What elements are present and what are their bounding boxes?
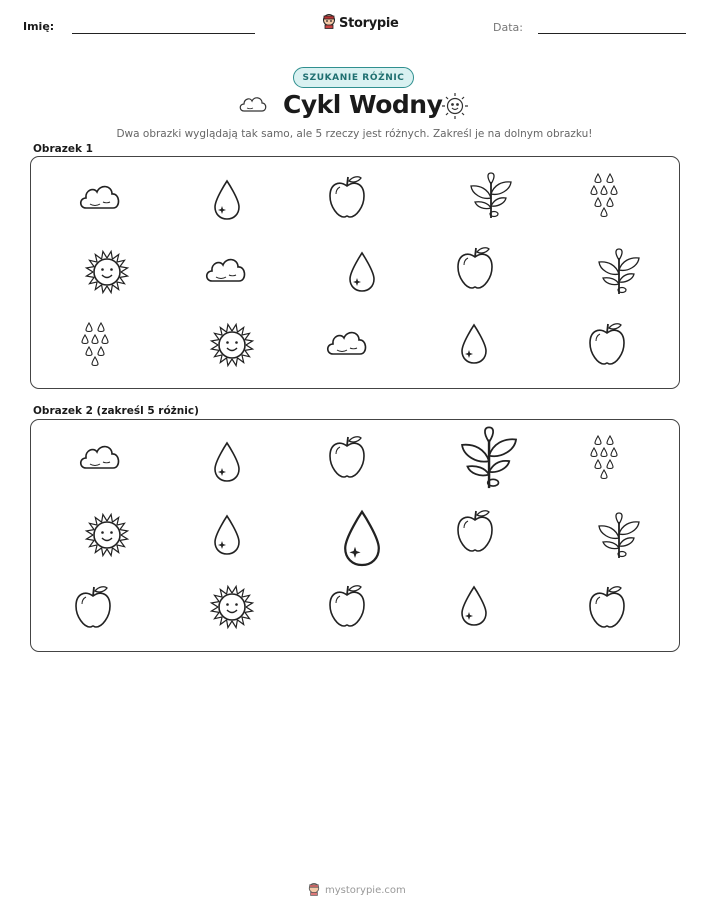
apple-icon[interactable] bbox=[327, 434, 367, 480]
drop-icon[interactable] bbox=[341, 509, 383, 568]
sun-icon bbox=[208, 321, 256, 369]
page-title: Cykl Wodny bbox=[283, 90, 443, 119]
date-label: Data: bbox=[493, 21, 523, 34]
cloud-icon bbox=[203, 253, 249, 287]
picture2-label: Obrazek 2 (zakreśl 5 różnic) bbox=[33, 405, 199, 417]
drop-icon[interactable] bbox=[212, 441, 242, 483]
sun-icon bbox=[441, 92, 469, 124]
cloud-icon bbox=[238, 93, 268, 119]
drop-icon bbox=[459, 323, 489, 365]
plant-icon[interactable] bbox=[458, 426, 520, 491]
sun-icon[interactable] bbox=[208, 583, 256, 631]
cloud-icon bbox=[324, 326, 370, 360]
plant-icon[interactable] bbox=[596, 512, 642, 560]
storypie-logo bbox=[322, 13, 399, 33]
rain-icon bbox=[589, 173, 619, 219]
apple-icon[interactable] bbox=[73, 584, 113, 630]
apple-icon bbox=[327, 174, 367, 220]
apple-icon[interactable] bbox=[455, 508, 495, 554]
instructions-text: Dwa obrazki wyglądają tak samo, ale 5 rzeczy jest różnych. Zakreśl je na dolnym obrazku! bbox=[116, 128, 593, 140]
plant-icon bbox=[468, 172, 514, 220]
cloud-icon[interactable] bbox=[77, 440, 123, 474]
sun-icon bbox=[83, 248, 131, 296]
picture1-label: Obrazek 1 bbox=[33, 143, 93, 155]
footer bbox=[308, 881, 406, 900]
rain-icon[interactable] bbox=[589, 435, 619, 481]
apple-icon bbox=[587, 321, 627, 367]
storypie-mascot-icon bbox=[322, 13, 336, 33]
cloud-icon bbox=[77, 180, 123, 214]
drop-icon[interactable] bbox=[212, 514, 242, 556]
drop-icon bbox=[212, 179, 242, 221]
drop-icon bbox=[347, 251, 377, 293]
date-field-line[interactable] bbox=[538, 33, 686, 34]
storypie-mascot-icon bbox=[308, 881, 320, 900]
plant-icon bbox=[596, 248, 642, 296]
logo-text: Storypie bbox=[339, 15, 399, 31]
activity-badge: SZUKANIE RÓŻNIC bbox=[293, 67, 414, 88]
name-field-line[interactable] bbox=[72, 33, 255, 34]
footer-url: mystorypie.com bbox=[325, 885, 406, 896]
apple-icon[interactable] bbox=[587, 584, 627, 630]
drop-icon[interactable] bbox=[459, 585, 489, 627]
rain-icon bbox=[80, 322, 110, 368]
apple-icon bbox=[455, 245, 495, 291]
name-label: Imię: bbox=[23, 20, 55, 33]
apple-icon[interactable] bbox=[327, 583, 367, 629]
sun-icon[interactable] bbox=[83, 511, 131, 559]
